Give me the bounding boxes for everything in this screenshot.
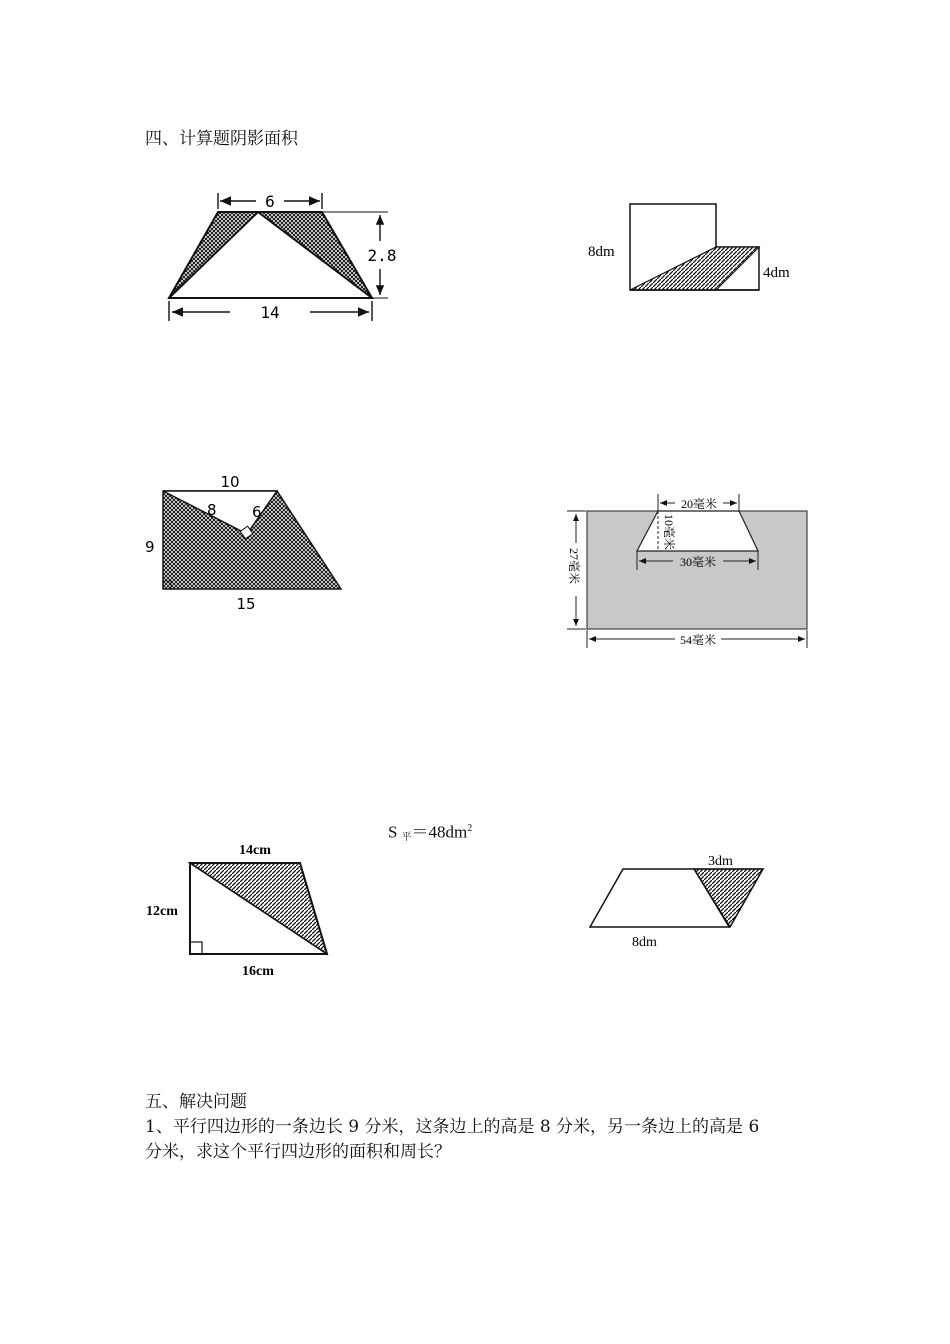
fig6-label-bottom: 8dm [632,935,657,950]
question1-line1: 1、平行四边形的一条边长 9 分米，这条边上的高是 8 分米，另一条边上的高是 6 [145,1117,760,1137]
fig1-label-top: 6 [265,192,275,211]
fig4-label-bottom: 54毫米 [679,633,717,647]
fig5-label-bottom: 16cm [242,964,274,979]
fig6-shade [694,869,763,927]
fig4-label-side: 27毫米 [567,548,581,585]
figure3-trapezoid [140,470,360,620]
fig1-label-bottom: 14 [260,303,280,322]
fig3-label-top: 10 [220,473,240,491]
figure4-gray-rect [565,488,815,653]
fig3-label-left: 9 [145,538,155,556]
fig3-label-bottom: 15 [236,595,256,613]
fig4-label-height: 10毫米 [662,514,676,551]
fig2-label-right: 4dm [763,265,790,281]
question1-line2: 分米，求这个平行四边形的面积和周长？ [145,1142,451,1162]
fig4-white-trapezoid [637,511,758,551]
fig6-label-top: 3dm [708,854,733,869]
caption-sub: 平 [401,831,412,843]
caption-sup: 2 [467,823,473,834]
fig5-label-left: 12cm [146,904,178,919]
section4-heading: 四、计算题阴影面积 [145,129,298,149]
fig5-label-top: 14cm [239,843,271,858]
fig5-area-caption [388,816,472,851]
figure2-rectangles [585,195,815,305]
caption-s: S [388,822,398,842]
fig3-label-diag1: 8 [207,501,217,519]
fig4-label-top: 20毫米 [680,497,718,511]
figure6-parallelogram [580,848,780,953]
fig3-label-diag2: 6 [252,503,262,521]
fig2-label-left: 8dm [588,244,615,260]
fig1-label-height: 2.8 [367,246,397,265]
section5-heading: 五、解决问题 [145,1092,247,1112]
fig4-label-inner-bottom: 30毫米 [679,555,717,569]
caption-value: ＝48dm [411,822,468,842]
figure1-trapezoid [160,185,410,325]
figure5-trapezoid [140,838,350,983]
